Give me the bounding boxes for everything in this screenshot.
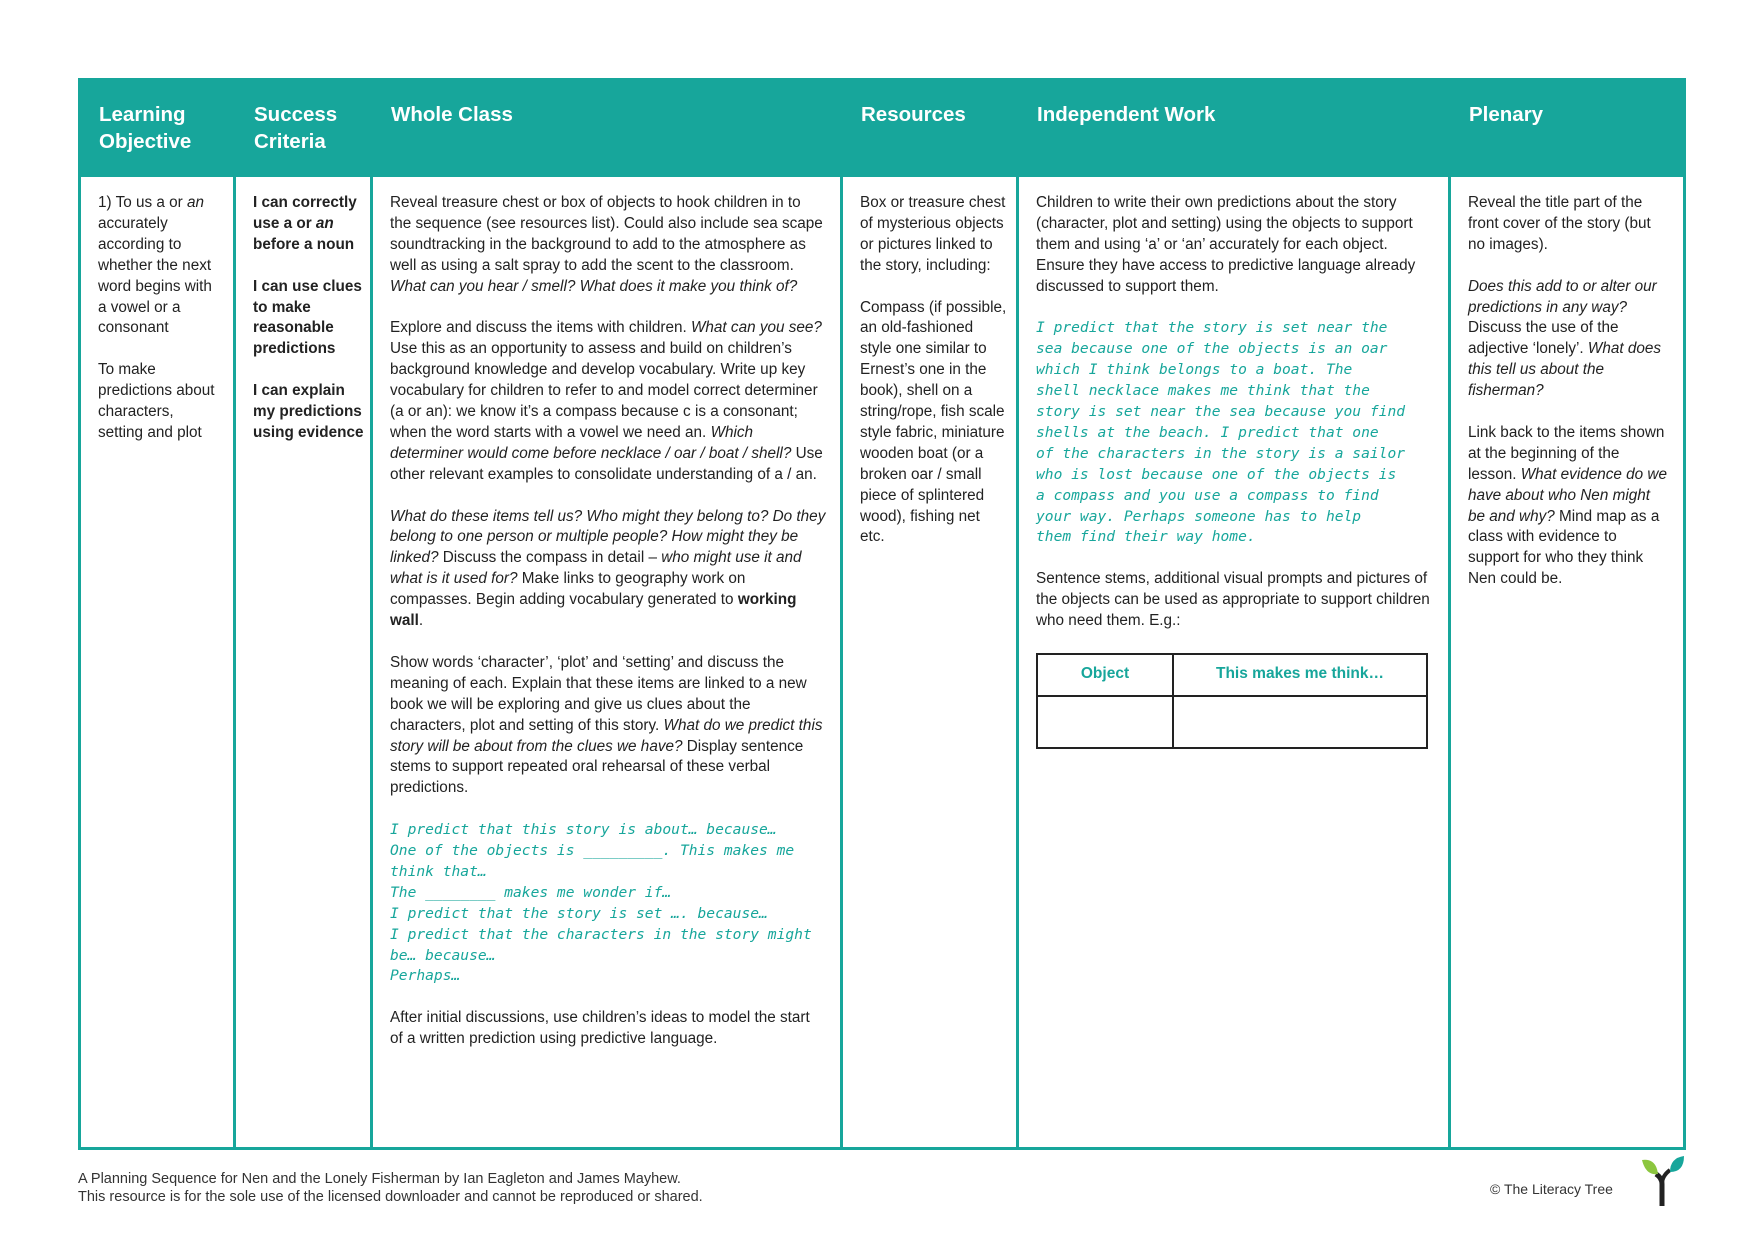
- table-header-object: Object: [1037, 654, 1173, 696]
- criterion: I can use clues to make reasonable predictions: [253, 277, 362, 358]
- text-run: Link back to the items shown at the beginning of the lesson.: [1468, 423, 1665, 483]
- heading-independent-work: Independent Work: [1019, 81, 1448, 177]
- criterion: I can explain my predictions using evidence: [253, 382, 364, 441]
- sentence-stem: One of the objects is _________. This makes me: [390, 842, 795, 860]
- heading-whole-class: Whole Class: [373, 81, 840, 177]
- column-plenary: [1451, 81, 1683, 1147]
- example-line: a compass and you use a compass to find: [1036, 486, 1379, 504]
- footer-notice: [78, 1170, 703, 1206]
- sentence-stem: I predict that the characters in the story might: [390, 925, 812, 943]
- heading-success-criteria: [236, 81, 370, 177]
- table-row: [1037, 654, 1427, 696]
- whole-class-paragraph: [390, 653, 826, 799]
- plenary-paragraph: [1468, 277, 1667, 402]
- text-run: Mind map as a class with evidence to support for who they think Nen could be.: [1468, 507, 1660, 588]
- text-run: Explore and discuss the items with children.: [390, 319, 691, 337]
- object-prediction-table: [1036, 653, 1428, 749]
- example-line: story is set near the sea because you find: [1036, 403, 1406, 421]
- body-whole-class: [373, 177, 840, 1050]
- heading-learning-objective: [81, 81, 233, 177]
- text-run: Reveal treasure chest or box of objects to hook children in to the sequence (see resources list). Could also include sea scape soundtracking in the background to add to the atmosphere as well as using a salt spray to add the scent to the classroom.: [390, 194, 823, 274]
- body-learning-objective: [81, 177, 233, 444]
- heading-line: Learning: [99, 103, 186, 126]
- text-run-italic: an: [315, 214, 334, 232]
- heading-line: Criteria: [254, 130, 326, 153]
- whole-class-paragraph: After initial discussions, use children’s ideas to model the start of a written prediction using predictive language.: [390, 1009, 810, 1048]
- text-run-italic: an: [187, 194, 205, 211]
- text-run: Display sentence stems to support repeated oral rehearsal of these verbal predictions.: [390, 737, 804, 797]
- sentence-stem: I predict that this story is about… because…: [390, 821, 777, 839]
- text-run: before a noun: [253, 235, 355, 253]
- example-line: which I think belongs to a boat. The: [1036, 361, 1353, 379]
- resources-paragraph: Compass (if possible, an old-fashioned style one similar to Ernest’s one in the book), shell on a string/rope, fish scale style fabric, miniature wooden boat (or a broken oar / small piece of splintered wood), fishing net etc.: [860, 298, 1007, 546]
- table-cell: [1173, 696, 1427, 748]
- text-run: Use other relevant examples to consolidate understanding of a / an.: [390, 444, 823, 483]
- text-run-italic: What does this tell us about the fisherman?: [1468, 340, 1662, 400]
- text-run-italic: Does this add to or alter our predictions in any way?: [1468, 277, 1657, 316]
- whole-class-paragraph: [390, 193, 826, 298]
- sentence-stem: Perhaps…: [390, 967, 461, 985]
- text-run: Show words ‘character’, ‘plot’ and ‘setting’ and discuss the meaning of each. Explain that these items are linked to a new book we will be exploring and give us clues about the characters, plot and setting of this story.: [390, 653, 807, 734]
- table-cell: [1037, 696, 1173, 748]
- example-line: sea because one of the objects is an oar: [1036, 340, 1388, 358]
- text-run-italic: What do we predict this story will be about from the clues we have?: [390, 716, 823, 755]
- text-run: Use this as an opportunity to assess and build on children’s background knowledge and develop vocabulary. Write up key vocabulary for children to refer to and model correct determiner (a or an): we know it’s a compass because c is a consonant; when the word starts with a vowel we need an.: [390, 340, 818, 441]
- column-success-criteria: [236, 81, 373, 1147]
- table-header-thinks: This makes me think…: [1173, 654, 1427, 696]
- text-run-italic: who might use it and what is it used for?: [390, 549, 802, 588]
- example-line: them find their way home.: [1036, 528, 1256, 546]
- text-run: Discuss the use of the adjective ‘lonely’.: [1468, 319, 1619, 358]
- copyright: © The Literacy Tree: [1490, 1181, 1613, 1197]
- sentence-stem: be… because…: [390, 946, 496, 964]
- objective-text: [98, 193, 221, 339]
- text-run: accurately according to whether the next word begins with a vowel or a consonant: [98, 214, 212, 337]
- text-run-italic: What can you hear / smell? What does it make you think of?: [390, 277, 798, 295]
- example-line: who is lost because one of the objects is: [1036, 465, 1397, 483]
- footer-line: A Planning Sequence for Nen and the Lonely Fisherman by Ian Eagleton and James Mayhew.: [78, 1171, 681, 1187]
- sentence-stem: The ________ makes me wonder if…: [390, 883, 672, 901]
- text-run-bold: working wall: [390, 591, 797, 630]
- resources-paragraph: Box or treasure chest of mysterious objects or pictures linked to the story, including:: [860, 194, 1006, 274]
- example-line: of the characters in the story is a sailor: [1036, 444, 1406, 462]
- example-line: your way. Perhaps someone has to help: [1036, 507, 1362, 525]
- example-line: I predict that the story is set near the: [1036, 319, 1388, 337]
- column-independent-work: [1019, 81, 1451, 1147]
- heading-line: Success: [254, 103, 338, 126]
- whole-class-paragraph: [390, 318, 826, 485]
- column-whole-class: [373, 81, 843, 1147]
- sentence-stems: [390, 820, 826, 987]
- example-prediction: [1036, 318, 1430, 548]
- plenary-paragraph: Reveal the title part of the front cover of the story (but no images).: [1468, 194, 1651, 253]
- plenary-paragraph: [1468, 423, 1667, 590]
- sentence-stem: think that…: [390, 862, 487, 880]
- table-row: [1037, 696, 1427, 748]
- footer-line: This resource is for the sole use of the licensed downloader and cannot be reproduced or shared.: [78, 1189, 703, 1205]
- independent-paragraph: Children to write their own predictions about the story (character, plot and setting) using the objects to support them and using ‘a’ or ‘an’ accurately for each object. Ensure they have access to predictive language already discussed to support them.: [1036, 194, 1416, 295]
- text-run: .: [418, 612, 424, 630]
- text-run: Discuss the compass in detail –: [438, 549, 662, 567]
- text-run-italic: Which determiner would come before necklace / oar / boat / shell?: [390, 423, 792, 462]
- column-resources: [843, 81, 1019, 1147]
- heading-resources: Resources: [843, 81, 1016, 177]
- sentence-stem: I predict that the story is set …. because…: [390, 904, 768, 922]
- example-line: shells at the beach. I predict that one: [1036, 423, 1379, 441]
- text-run-italic: What can you see?: [690, 319, 822, 337]
- body-plenary: [1451, 177, 1683, 590]
- body-independent-work: [1019, 177, 1448, 749]
- body-success-criteria: [236, 177, 370, 444]
- objective-text: To make predictions about characters, setting and plot: [98, 361, 215, 441]
- text-run-italic: What evidence do we have about who Nen might be and why?: [1468, 465, 1667, 525]
- criterion: [253, 193, 364, 256]
- whole-class-paragraph: [390, 507, 826, 632]
- text-run: 1) To us a or: [98, 194, 187, 211]
- example-line: shell necklace makes me think that the: [1036, 382, 1370, 400]
- body-resources: [843, 177, 1016, 548]
- independent-paragraph: Sentence stems, additional visual prompts and pictures of the objects can be used as appropriate to support children who need them. E.g.:: [1036, 570, 1430, 630]
- column-learning-objective: [81, 81, 236, 1147]
- text-run-italic: What do these items tell us? Who might they belong to? Do they belong to one person or multiple people? How might they be linked?: [390, 507, 826, 567]
- text-run: Make links to geography work on compasses. Begin adding vocabulary generated to: [390, 570, 746, 609]
- heading-line: Objective: [99, 130, 192, 153]
- heading-plenary: Plenary: [1451, 81, 1683, 177]
- text-run: I can correctly use a or: [253, 194, 357, 232]
- literacy-tree-logo-icon: [1640, 1154, 1686, 1206]
- planning-table: [78, 78, 1686, 1150]
